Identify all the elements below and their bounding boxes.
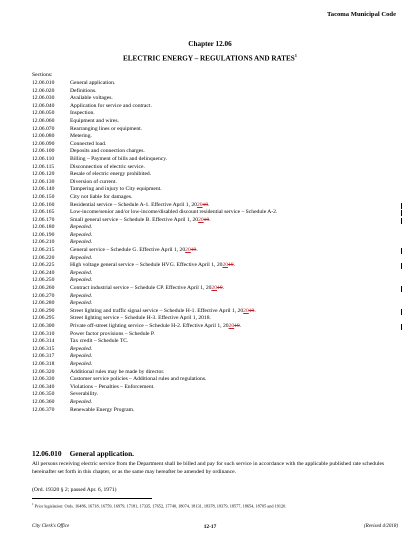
toc-title-text: Application for service and contract. [70,102,152,109]
footer-office: City Clerk's Office [32,524,70,529]
toc-section-number: 12.06.120 [32,171,55,178]
toc-section-number: 12.06.030 [32,95,55,102]
toc-title-text: Severability. [70,391,99,398]
toc-title-text: Diversion of current. [70,178,117,185]
toc-row[interactable] [32,369,402,377]
toc-section-number: 12.06.170 [32,216,55,223]
toc-title-text: Connected load. [70,140,107,147]
toc-row[interactable] [32,103,402,111]
inserted-text: 20 [222,262,229,269]
chapter-title-text: ELECTRIC ENERGY – REGULATIONS AND RATES [122,54,295,63]
toc-section-title [70,270,92,278]
footnote-text: Prior legislation: Ords. 16486, 16718, 16759, 16979, 17181, 17335, 17652, 17740, 18074, 18131, 18378, 18379, 18577, 18654, 18705 and 19120. [34,503,287,509]
toc-title-text: Power factor provisions – Schedule P. [70,330,155,337]
sections-label: Sections: [32,72,53,78]
toc-title-text: Inspection. [70,110,95,117]
toc-section-number: 12.06.260 [32,285,55,292]
toc-row[interactable] [32,148,402,156]
toc-section-number: 12.06.317 [32,353,55,360]
toc-section-title [70,95,113,103]
toc-row[interactable] [32,247,402,255]
toc-title-text: Street lighting and traffic signal service – Schedule H-1. Effective April 1, 20 [70,307,244,314]
toc-title-text: Metering. [70,133,92,140]
toc-title-text: Equipment and wires. [70,117,119,124]
toc-row[interactable] [32,376,402,384]
toc-row[interactable] [32,262,402,270]
toc-row[interactable] [32,110,402,118]
toc-row[interactable] [32,277,402,285]
toc-title-suffix: . [239,323,242,329]
toc-section-title [70,179,117,187]
toc-row[interactable] [32,353,402,361]
toc-section-title [70,194,132,202]
inserted-text: 20 [228,323,235,329]
toc-row[interactable] [32,315,402,323]
toc-section-number: 12.06.310 [32,330,55,337]
toc-section-title [70,141,106,149]
toc-row[interactable] [32,164,402,172]
toc-section-title [70,293,92,301]
toc-row[interactable] [32,346,402,354]
toc-section-number: 12.06.250 [32,277,55,284]
toc-section-title [70,171,151,179]
toc-section-title [70,262,235,270]
revision-change-bar [401,248,402,254]
toc-title-text: Small general service – Schedule B. Effective April 1, 20 [70,216,199,223]
toc-section-title [70,277,92,285]
toc-row[interactable] [32,361,402,369]
toc-section-title [70,88,97,96]
toc-row[interactable] [32,391,402,399]
toc-row[interactable] [32,270,402,278]
footnote-divider [32,498,152,499]
toc-section-title [70,186,162,194]
toc-row[interactable] [32,126,402,134]
toc-row[interactable] [32,156,402,164]
toc-row[interactable] [32,338,402,346]
toc-title-suffix: . [208,201,210,208]
toc-section-title [70,247,198,255]
toc-row[interactable] [32,285,402,293]
toc-section-number: 12.06.040 [32,102,55,109]
toc-section-title [70,217,211,225]
toc-section-title [70,232,92,240]
toc-section-number: 12.06.340 [32,383,55,390]
toc-section-number: 12.06.070 [32,125,55,132]
toc-row[interactable] [32,399,402,407]
toc-section-title [70,202,210,210]
toc-title-text: City not liable for damages. [70,193,133,200]
toc-section-number: 12.06.240 [32,269,55,276]
toc-section-title [70,391,98,399]
revision-change-bar [401,218,402,224]
toc-section-number: 12.06.090 [32,140,55,147]
toc-section-number: 12.06.165 [32,209,55,216]
toc-row[interactable] [32,141,402,149]
toc-section-title [70,376,206,384]
toc-section-number: 12.06.180 [32,224,55,231]
toc-section-number: 12.06.225 [32,262,55,269]
toc-section-title [70,384,155,392]
toc-title-text: Repealed. [70,292,93,299]
toc-title-text: Definitions. [70,87,97,94]
toc-row[interactable] [32,209,402,217]
section-body: All persons receiving electric service from the Department shall be billed and pay for such service in accordance with the applicable published rate schedules hereinafter set forth in this chapter, or as the same may hereafter be amended by ordinance. [32,461,385,475]
toc-row[interactable] [32,239,402,247]
toc-title-text: Repealed. [70,353,93,360]
toc-title-text: General application. [70,80,116,86]
toc-title-text: Additional rules may be made by director. [70,368,165,375]
toc-section-title [70,369,164,377]
revision-change-bar [401,210,402,216]
toc-section-title [70,346,92,354]
toc-row[interactable] [32,179,402,187]
toc-section-title [70,399,92,407]
toc-row[interactable] [32,202,402,210]
chapter-title [0,53,420,62]
revision-change-bar [401,324,402,330]
toc-title-text: Renewable Energy Program. [70,406,135,413]
toc-row[interactable] [32,384,402,392]
toc-section-title [70,103,152,111]
deleted-text: 19 [203,216,210,223]
toc-title-text: Low-income/senior and/or low-income/disabled discount residential service – Schedule A-2. [70,209,278,216]
toc-row[interactable] [32,293,402,301]
toc-section-title [70,323,241,331]
sections-list [32,80,402,414]
toc-section-title [70,331,155,339]
toc-row[interactable] [32,224,402,232]
toc-row[interactable] [32,95,402,103]
toc-section-number: 12.06.115 [32,163,55,170]
toc-section-number: 12.06.320 [32,368,55,375]
toc-row[interactable] [32,232,402,240]
toc-row[interactable] [32,407,402,415]
section-number: 12.06.010 [32,449,62,458]
toc-section-number: 12.06.318 [32,360,55,367]
toc-row[interactable] [32,118,402,126]
footer-page-number: 12-17 [203,524,217,530]
toc-section-number: 12.06.314 [32,338,55,345]
running-header: Tacoma Municipal Code [327,11,396,18]
toc-title-text: Repealed. [70,224,93,231]
toc-title-suffix: . [233,262,236,269]
toc-section-number: 12.06.140 [32,186,55,193]
toc-section-title [70,300,92,308]
toc-section-number: 12.06.210 [32,239,55,246]
toc-title-text: Repealed. [70,345,93,352]
toc-title-text: Billing – Payment of bills and delinquency. [70,155,168,162]
toc-section-title [70,407,134,415]
toc-section-number: 12.06.050 [32,110,55,117]
toc-title-text: Deposits and connection charges. [70,148,145,155]
toc-title-text: Repealed. [70,300,93,307]
inserted-text: 20 [196,201,203,208]
toc-title-suffix: . [196,247,198,254]
toc-title-text: Residential service – Schedule A-1. Effective April 1, 20 [70,201,197,208]
revision-change-bar [401,203,402,209]
toc-section-title [70,353,92,361]
toc-title-text: High voltage general service – Schedule HVG. Effective April 1, 20 [70,262,223,269]
deleted-text: 19 [202,201,209,208]
toc-section-number: 12.06.160 [32,201,55,208]
toc-section-number: 12.06.350 [32,391,55,398]
toc-title-text: Disconnection of electric service. [70,163,145,170]
toc-section-title [70,239,92,247]
toc-title-text: Tampering and injury to City equipment. [70,186,162,193]
toc-title-text: Street lighting service – Schedule H-3. Effective April 1, 2018. [70,315,211,322]
deleted-text: 19 [217,285,223,292]
chapter-number: Chapter 12.06 [188,40,232,48]
toc-section-title [70,80,115,88]
toc-title-text: Repealed. [70,398,93,405]
revision-change-bar [401,263,402,269]
toc-title-text: General service – Schedule G. Effective April 1, 20 [70,247,186,254]
section-heading [32,449,134,458]
footnote-mark: 1 [32,502,34,506]
deleted-text: 19 [190,247,197,254]
toc-row[interactable] [32,171,402,179]
section-ordinance-history: (Ord. 19320 § 2; passed Apr. 6, 1971) [32,487,117,493]
revision-change-bar [401,309,402,315]
toc-section-number: 12.06.300 [32,323,55,329]
toc-row[interactable] [32,80,402,88]
toc-section-title [70,224,92,232]
toc-section-number: 12.06.020 [32,87,55,94]
toc-row[interactable] [32,331,402,339]
deleted-text: 19 [234,323,240,329]
toc-section-title [70,156,167,164]
toc-title-text: Private off-street lighting service – Schedule H-2. Effective April 1, 20 [70,323,229,329]
toc-section-title [70,315,211,323]
toc-section-number: 12.06.280 [32,300,55,307]
toc-title-text: Resale of electric energy prohibited. [70,171,152,178]
toc-section-title [70,164,145,172]
toc-section-number: 12.06.110 [32,155,55,162]
toc-row[interactable] [32,133,402,141]
toc-title-text: Repealed. [70,277,93,284]
toc-title-suffix: . [222,285,225,292]
toc-section-number: 12.06.360 [32,398,55,405]
toc-section-number: 12.06.010 [32,80,55,86]
toc-title-text: Repealed. [70,239,93,246]
toc-row[interactable] [32,323,402,331]
toc-row[interactable] [32,194,402,202]
toc-section-number: 12.06.295 [32,315,55,322]
toc-section-title [70,338,128,346]
deleted-text: 19 [248,307,255,314]
toc-section-number: 12.06.150 [32,193,55,200]
toc-section-title [70,110,95,118]
toc-section-number: 12.06.290 [32,307,55,314]
inserted-text: 20 [243,307,249,314]
toc-title-text: Customer service policies – Additional rules and regulations. [70,376,207,383]
toc-section-number: 12.06.190 [32,231,55,238]
toc-section-title [70,209,277,217]
inserted-text: 20 [198,216,204,223]
toc-title-text: Repealed. [70,254,93,261]
toc-title-text: Violations – Penalties – Enforcement. [70,383,155,390]
toc-section-number: 12.06.330 [32,376,55,383]
toc-section-number: 12.06.270 [32,292,55,299]
revision-change-bar [401,286,402,292]
inserted-text: 20 [185,247,191,254]
toc-section-title [70,361,92,369]
toc-row[interactable] [32,186,402,194]
deleted-text: 19 [228,262,234,269]
toc-section-number: 12.06.130 [32,178,55,185]
footer-revision: (Revised 4/2018) [363,524,398,529]
toc-row[interactable] [32,217,402,225]
toc-section-number: 12.06.315 [32,345,55,352]
toc-section-title [70,133,92,141]
toc-title-suffix: . [209,216,211,223]
toc-section-number: 12.06.060 [32,117,55,124]
toc-section-number: 12.06.370 [32,406,55,413]
toc-title-text: Contract industrial service – Schedule CP. Effective April 1, 20 [70,285,212,292]
section-title: General application. [69,449,135,458]
toc-section-number: 12.06.215 [32,247,55,254]
toc-title-text: Available voltages. [70,95,113,102]
toc-title-text: Repealed. [70,269,93,276]
toc-section-title [70,285,224,293]
footnote [32,502,402,508]
toc-row[interactable] [32,88,402,96]
toc-title-text: Tax credit – Schedule TC. [70,338,129,345]
toc-section-number: 12.06.220 [32,254,55,261]
toc-title-text: Rearranging lines or equipment. [70,125,143,132]
toc-section-number: 12.06.100 [32,148,55,155]
inserted-text: 20 [211,285,218,292]
toc-title-text: Repealed. [70,231,93,238]
toc-title-suffix: . [254,307,256,314]
toc-title-text: Repealed. [70,360,93,367]
toc-section-title [70,148,145,156]
toc-row[interactable] [32,300,402,308]
toc-section-number: 12.06.080 [32,133,55,140]
toc-section-title [70,118,119,126]
chapter-footnote-ref[interactable]: 1 [294,53,298,58]
toc-section-title [70,126,142,134]
